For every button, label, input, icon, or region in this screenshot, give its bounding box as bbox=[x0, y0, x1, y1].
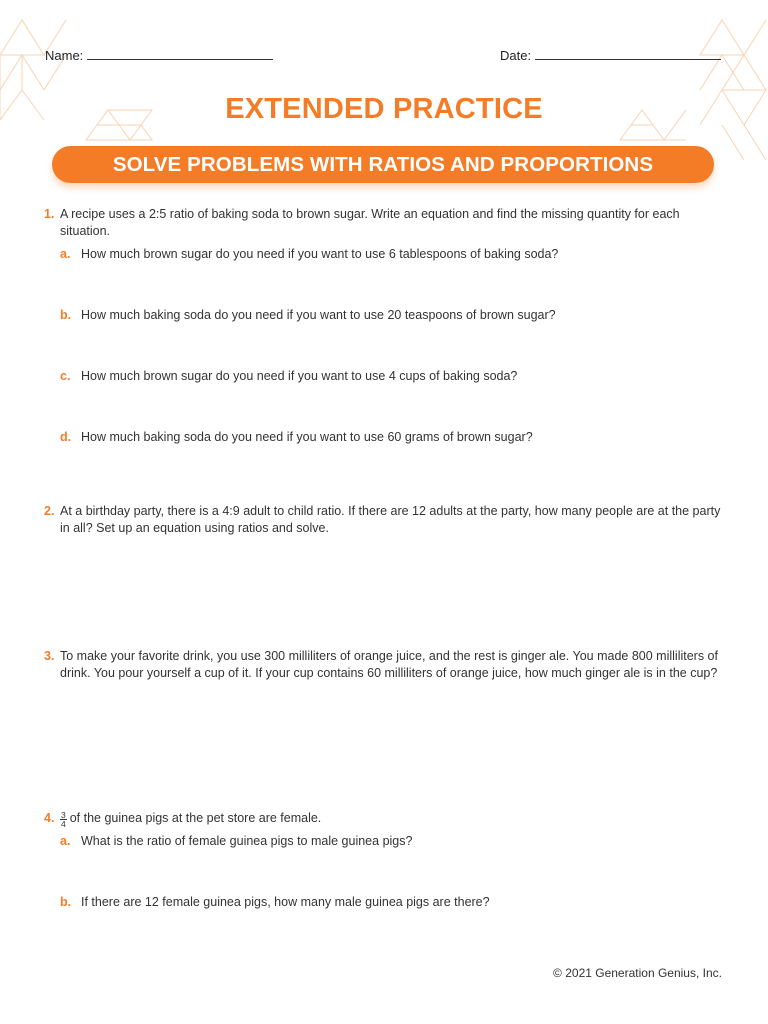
question-number: 2. bbox=[44, 504, 55, 518]
question-number: 1. bbox=[44, 207, 55, 221]
name-field[interactable] bbox=[45, 47, 273, 63]
date-field[interactable] bbox=[500, 47, 721, 63]
page-title: EXTENDED PRACTICE bbox=[225, 93, 543, 125]
fraction bbox=[60, 811, 67, 829]
sub-text: How much brown sugar do you need if you want to use 6 tablespoons of baking soda? bbox=[81, 247, 559, 261]
sub-text: What is the ratio of female guinea pigs to male guinea pigs? bbox=[81, 834, 413, 848]
question-1d bbox=[60, 429, 720, 446]
question-text: To make your favorite drink, you use 300 milliliters of orange juice, and the rest is ginger ale. You made 800 milliliters of drink. You pour yourself a cup of it. If your cup contains 60 milliliters of orange juice, how much ginger ale is in the cup? bbox=[60, 649, 718, 680]
sub-letter: a. bbox=[60, 247, 71, 261]
question-2 bbox=[44, 503, 730, 536]
sub-letter: b. bbox=[60, 308, 72, 322]
question-text: At a birthday party, there is a 4:9 adult to child ratio. If there are 12 adults at the party, how many people are at the party in all? Set up an equation using ratios and solve. bbox=[60, 504, 721, 535]
date-blank-line[interactable] bbox=[535, 47, 721, 60]
question-4a bbox=[60, 833, 720, 850]
question-4 bbox=[44, 810, 730, 829]
name-label: Name: bbox=[45, 48, 84, 63]
sub-letter: b. bbox=[60, 895, 72, 909]
sub-text: How much brown sugar do you need if you want to use 4 cups of baking soda? bbox=[81, 369, 518, 383]
copyright-footer: © 2021 Generation Genius, Inc. bbox=[553, 966, 722, 980]
fraction-denominator: 4 bbox=[61, 819, 66, 829]
question-text: A recipe uses a 2:5 ratio of baking soda to brown sugar. Write an equation and find the missing quantity for each situation. bbox=[60, 207, 680, 238]
question-number: 3. bbox=[44, 649, 55, 663]
sub-letter: d. bbox=[60, 430, 72, 444]
question-1c bbox=[60, 368, 720, 385]
sub-text: If there are 12 female guinea pigs, how many male guinea pigs are there? bbox=[81, 895, 490, 909]
question-3 bbox=[44, 648, 730, 681]
question-text-line bbox=[60, 810, 730, 829]
topic-banner: SOLVE PROBLEMS WITH RATIOS AND PROPORTIONS bbox=[52, 146, 714, 183]
fraction-numerator: 3 bbox=[61, 809, 66, 820]
sub-text: How much baking soda do you need if you want to use 20 teaspoons of brown sugar? bbox=[81, 308, 556, 322]
question-number: 4. bbox=[44, 811, 55, 825]
sub-text: How much baking soda do you need if you want to use 60 grams of brown sugar? bbox=[81, 430, 533, 444]
name-blank-line[interactable] bbox=[87, 47, 273, 60]
sub-letter: c. bbox=[60, 369, 71, 383]
question-1a bbox=[60, 246, 720, 263]
question-1b bbox=[60, 307, 720, 324]
question-1 bbox=[44, 206, 730, 239]
question-text: of the guinea pigs at the pet store are female. bbox=[69, 811, 322, 825]
question-4b bbox=[60, 894, 720, 911]
date-label: Date: bbox=[500, 48, 532, 63]
sub-letter: a. bbox=[60, 834, 71, 848]
